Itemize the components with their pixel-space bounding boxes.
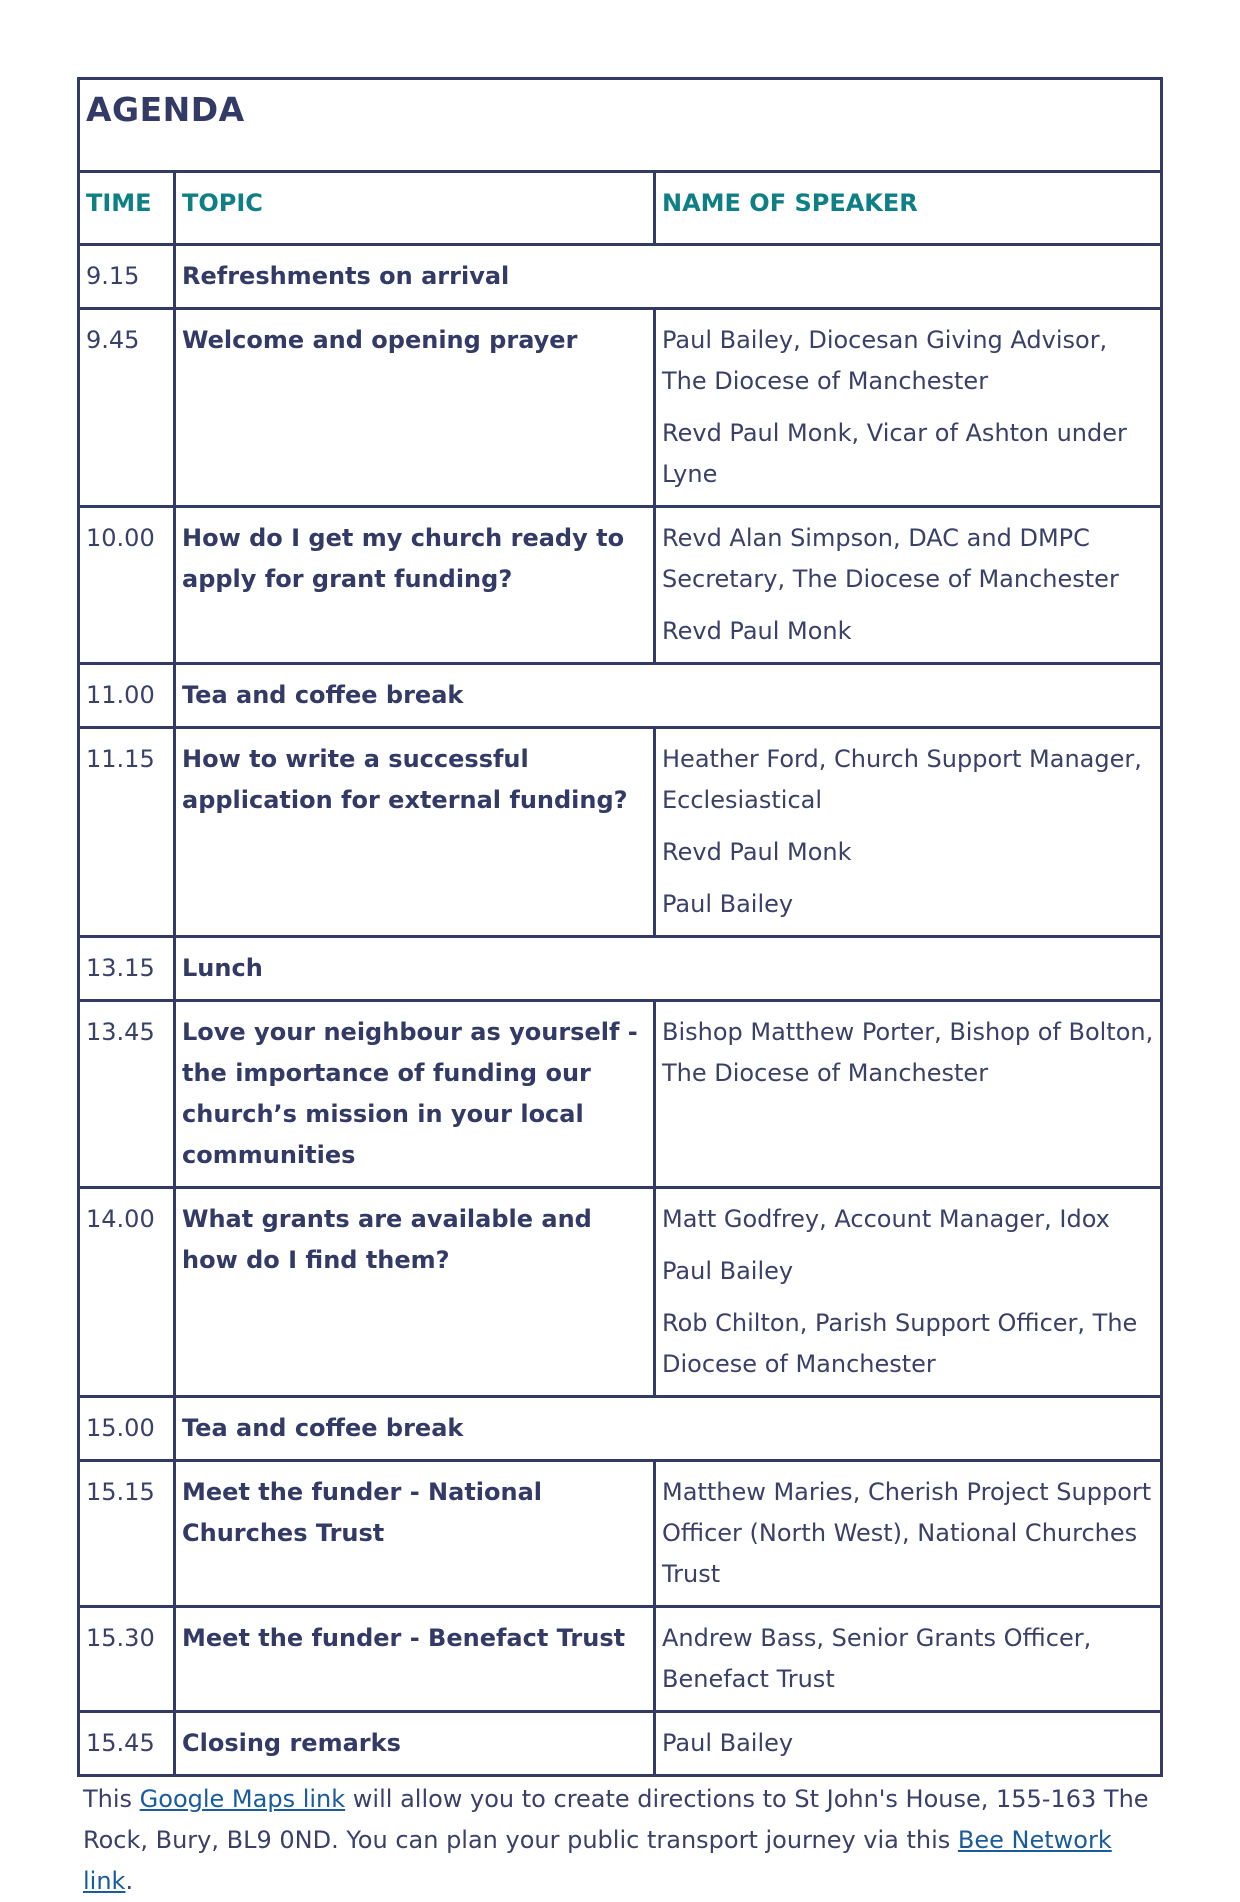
topic-cell bbox=[175, 507, 655, 664]
footer-text-1: This bbox=[83, 1785, 140, 1813]
topic-cell bbox=[175, 1397, 1162, 1461]
speaker-cell bbox=[655, 1461, 1162, 1607]
topic-cell bbox=[175, 1461, 655, 1607]
topic-cell bbox=[175, 245, 1162, 309]
topic-cell bbox=[175, 937, 1162, 1001]
agenda-row bbox=[79, 1712, 1162, 1776]
header-row bbox=[79, 172, 1162, 245]
session-topic: Meet the funder - National Churches Trust bbox=[182, 1478, 543, 1547]
agenda-row bbox=[79, 1001, 1162, 1188]
session-time: 9.45 bbox=[86, 326, 140, 354]
topic-cell bbox=[175, 1001, 655, 1188]
speaker-name: Paul Bailey bbox=[662, 1257, 794, 1285]
agenda-row bbox=[79, 507, 1162, 664]
agenda-row bbox=[79, 245, 1162, 309]
header-speaker bbox=[655, 172, 1162, 245]
agenda-page bbox=[77, 77, 1160, 1902]
session-time: 13.45 bbox=[86, 1018, 155, 1046]
header-topic-label: TOPIC bbox=[182, 189, 263, 217]
session-time: 14.00 bbox=[86, 1205, 155, 1233]
topic-cell bbox=[175, 309, 655, 507]
session-time: 11.15 bbox=[86, 745, 155, 773]
session-topic: How to write a successful application for external funding? bbox=[182, 745, 628, 814]
time-cell bbox=[79, 245, 175, 309]
speaker-name: Heather Ford, Church Support Manager, Ecclesiastical bbox=[662, 745, 1142, 814]
time-cell bbox=[79, 1397, 175, 1461]
speaker-cell bbox=[655, 1188, 1162, 1397]
speaker-cell bbox=[655, 728, 1162, 937]
google-maps-link[interactable]: Google Maps link bbox=[139, 1785, 346, 1813]
session-time: 15.45 bbox=[86, 1729, 155, 1757]
header-speaker-label: NAME OF SPEAKER bbox=[662, 189, 918, 217]
time-cell bbox=[79, 1461, 175, 1607]
page-title: AGENDA bbox=[86, 90, 245, 129]
agenda-row bbox=[79, 1397, 1162, 1461]
speaker-cell bbox=[655, 507, 1162, 664]
header-time bbox=[79, 172, 175, 245]
session-topic: Refreshments on arrival bbox=[182, 262, 510, 290]
speaker-name: Bishop Matthew Porter, Bishop of Bolton, The Diocese of Manchester bbox=[662, 1018, 1154, 1087]
session-topic: Lunch bbox=[182, 954, 263, 982]
session-time: 11.00 bbox=[86, 681, 155, 709]
speaker-name: Revd Paul Monk bbox=[662, 617, 852, 645]
time-cell bbox=[79, 309, 175, 507]
topic-cell bbox=[175, 664, 1162, 728]
speaker-cell bbox=[655, 1607, 1162, 1712]
agenda-row bbox=[79, 728, 1162, 937]
session-topic: Closing remarks bbox=[182, 1729, 401, 1757]
time-cell bbox=[79, 937, 175, 1001]
agenda-row bbox=[79, 1607, 1162, 1712]
time-cell bbox=[79, 1188, 175, 1397]
time-cell bbox=[79, 1001, 175, 1188]
session-topic: Love your neighbour as yourself - the importance of funding our church’s mission in your local communities bbox=[182, 1018, 638, 1169]
session-time: 15.15 bbox=[86, 1478, 155, 1506]
speaker-cell bbox=[655, 309, 1162, 507]
speaker-cell bbox=[655, 1712, 1162, 1776]
header-time-label: TIME bbox=[86, 189, 152, 217]
session-topic: Meet the funder - Benefact Trust bbox=[182, 1624, 626, 1652]
agenda-row bbox=[79, 1461, 1162, 1607]
speaker-name: Revd Paul Monk, Vicar of Ashton under Lyne bbox=[662, 419, 1127, 488]
speaker-name: Andrew Bass, Senior Grants Officer, Benefact Trust bbox=[662, 1624, 1092, 1693]
agenda-table bbox=[77, 77, 1163, 1777]
time-cell bbox=[79, 1607, 175, 1712]
speaker-name: Paul Bailey bbox=[662, 890, 794, 918]
topic-cell bbox=[175, 1712, 655, 1776]
session-time: 15.30 bbox=[86, 1624, 155, 1652]
footer-text-3: . bbox=[125, 1867, 134, 1895]
session-topic: How do I get my church ready to apply for grant funding? bbox=[182, 524, 625, 593]
speaker-name: Revd Paul Monk bbox=[662, 838, 852, 866]
time-cell bbox=[79, 728, 175, 937]
time-cell bbox=[79, 507, 175, 664]
session-time: 15.00 bbox=[86, 1414, 155, 1442]
speaker-name: Rob Chilton, Parish Support Officer, The Diocese of Manchester bbox=[662, 1309, 1138, 1378]
title-cell bbox=[79, 79, 1162, 172]
agenda-row bbox=[79, 937, 1162, 1001]
session-time: 9.15 bbox=[86, 262, 140, 290]
topic-cell bbox=[175, 728, 655, 937]
agenda-row bbox=[79, 1188, 1162, 1397]
speaker-name: Matthew Maries, Cherish Project Support Officer (North West), National Churches Trust bbox=[662, 1478, 1152, 1588]
time-cell bbox=[79, 664, 175, 728]
session-topic: Tea and coffee break bbox=[182, 681, 464, 709]
footer-text-2: will allow you to create directions to St John's House, 155-163 The Rock, Bury, BL9 0ND. You can plan your public transport journey via this bbox=[83, 1785, 1149, 1854]
speaker-name: Paul Bailey bbox=[662, 1729, 794, 1757]
speaker-cell bbox=[655, 1001, 1162, 1188]
footer-note bbox=[77, 1779, 1166, 1902]
topic-cell bbox=[175, 1188, 655, 1397]
time-cell bbox=[79, 1712, 175, 1776]
session-topic: What grants are available and how do I find them? bbox=[182, 1205, 592, 1274]
session-time: 10.00 bbox=[86, 524, 155, 552]
bee-network-link[interactable]: Bee Network link bbox=[83, 1826, 1112, 1895]
agenda-row bbox=[79, 309, 1162, 507]
topic-cell bbox=[175, 1607, 655, 1712]
speaker-name: Paul Bailey, Diocesan Giving Advisor, The Diocese of Manchester bbox=[662, 326, 1108, 395]
title-row bbox=[79, 79, 1162, 172]
session-time: 13.15 bbox=[86, 954, 155, 982]
header-topic bbox=[175, 172, 655, 245]
session-topic: Welcome and opening prayer bbox=[182, 326, 578, 354]
speaker-name: Matt Godfrey, Account Manager, Idox bbox=[662, 1205, 1110, 1233]
agenda-row bbox=[79, 664, 1162, 728]
session-topic: Tea and coffee break bbox=[182, 1414, 464, 1442]
speaker-name: Revd Alan Simpson, DAC and DMPC Secretary, The Diocese of Manchester bbox=[662, 524, 1119, 593]
